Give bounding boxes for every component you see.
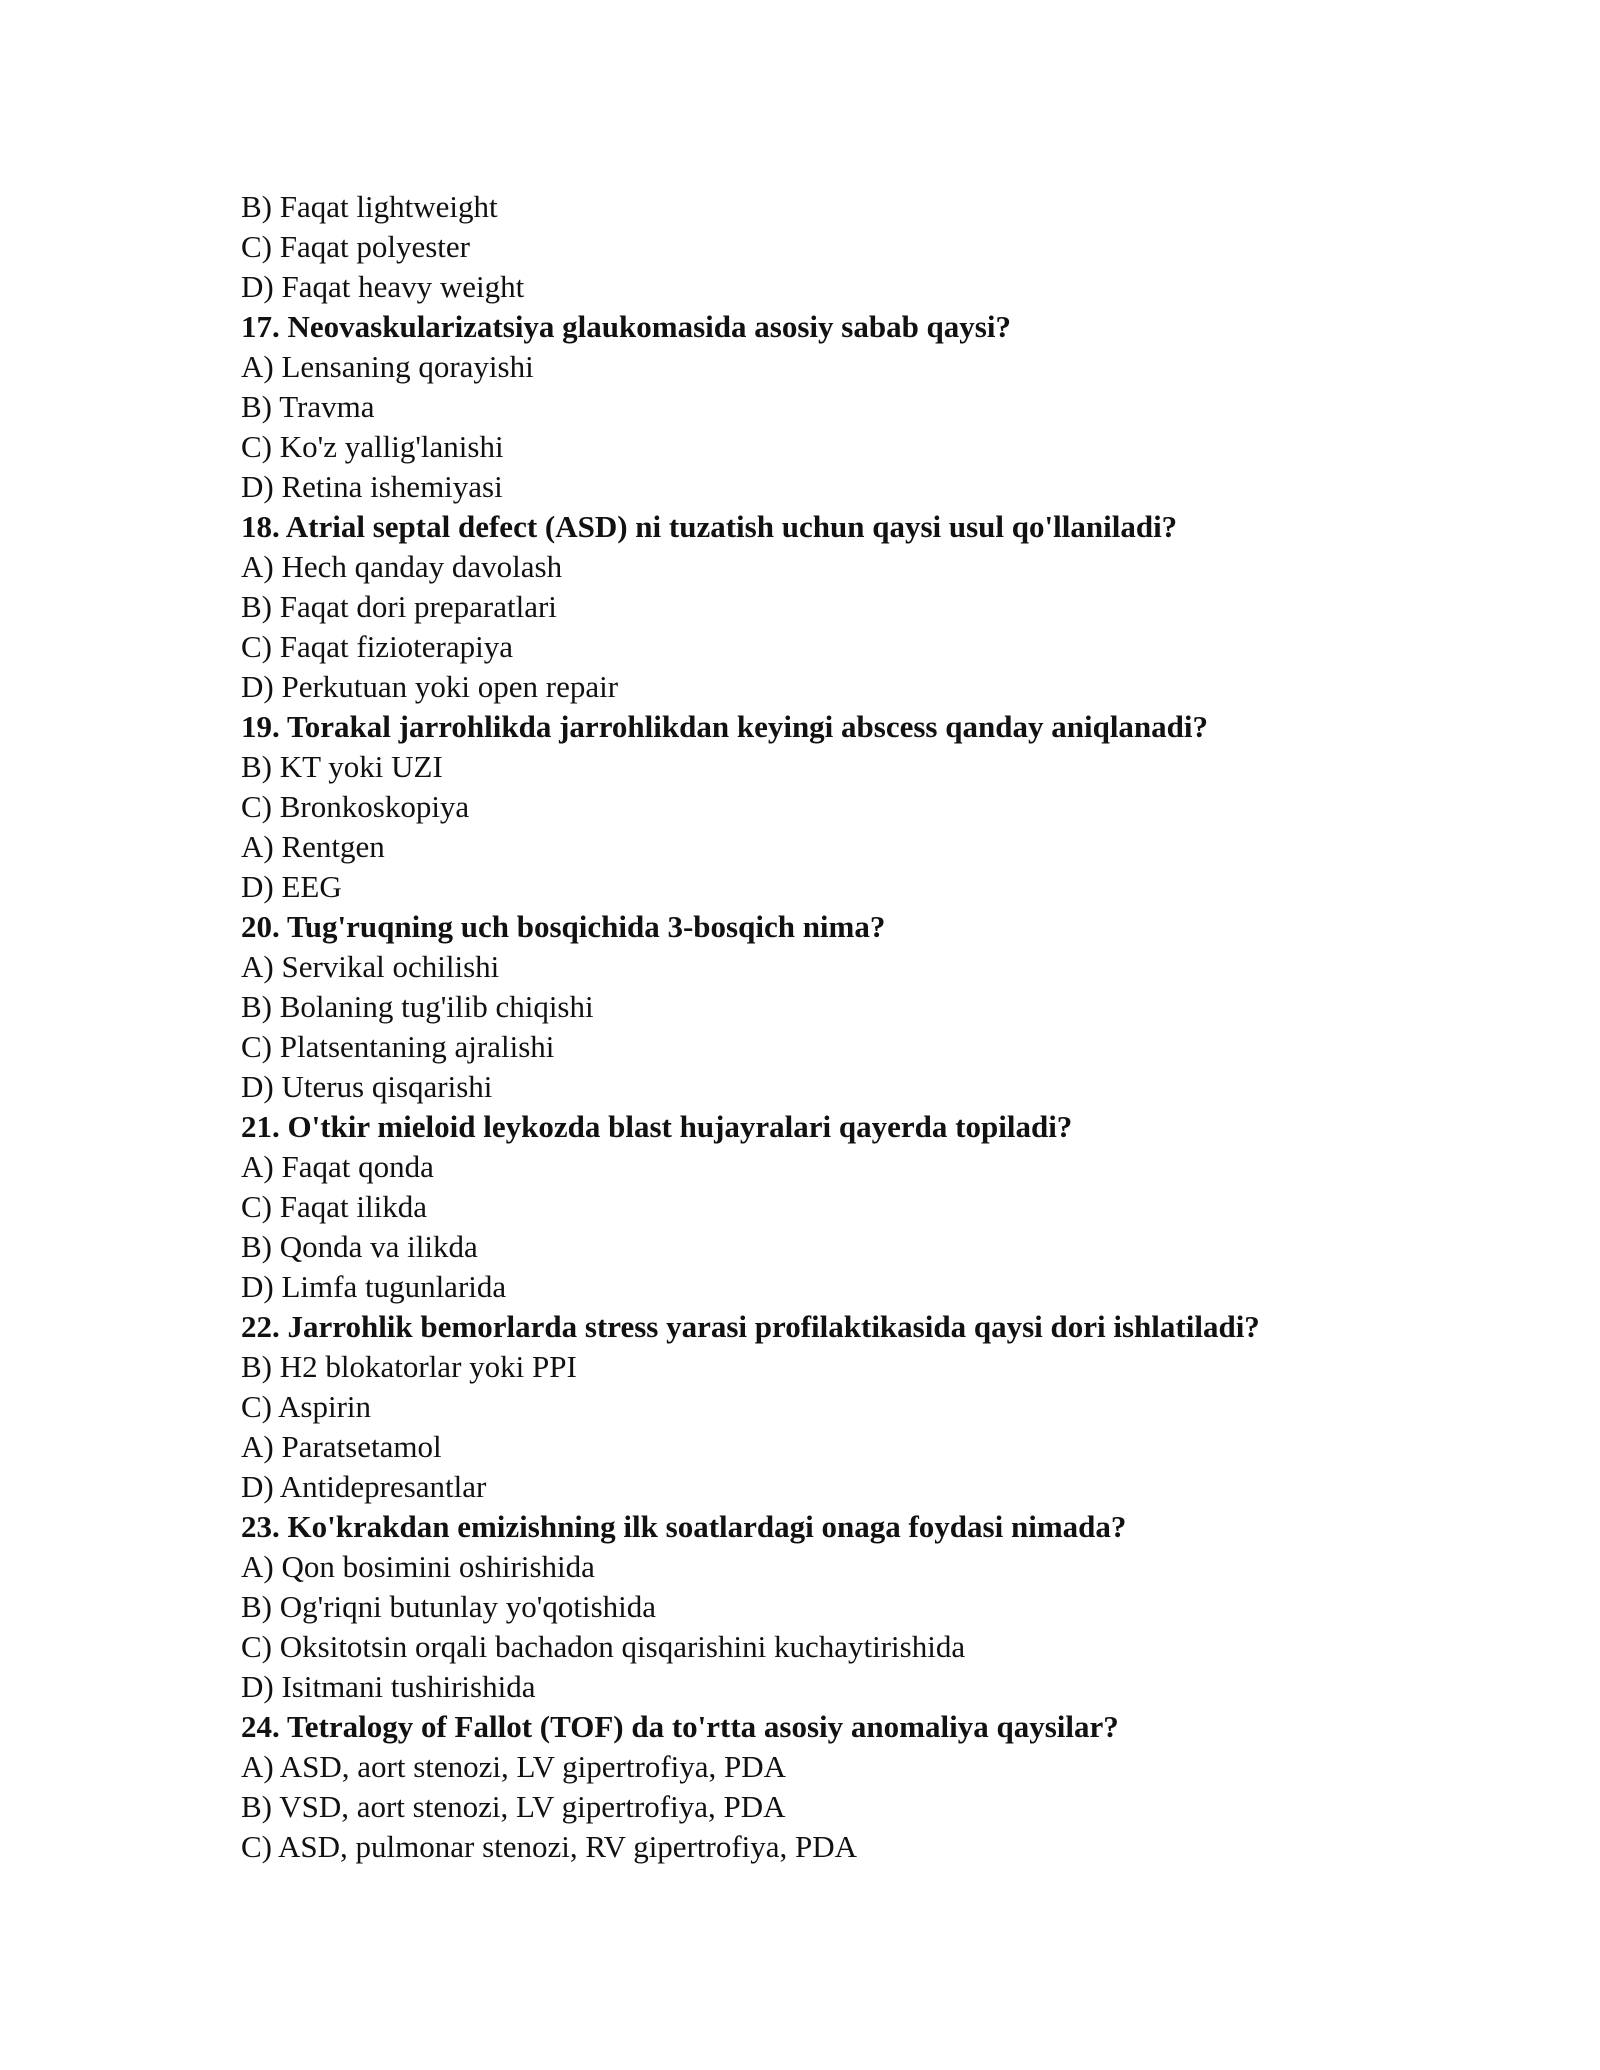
question-heading: 22. Jarrohlik bemorlarda stress yarasi profilaktikasida qaysi dori ishlatiladi? [241, 1309, 1260, 1344]
question-heading: 19. Torakal jarrohlikda jarrohlikdan keyingi abscess qanday aniqlanadi? [241, 709, 1209, 744]
answer-option: A) Qon bosimini oshirishida [241, 1549, 595, 1584]
answer-option: A) Paratsetamol [241, 1429, 442, 1464]
answer-option: A) Rentgen [241, 829, 385, 864]
answer-option: B) VSD, aort stenozi, LV gipertrofiya, PDA [241, 1789, 786, 1824]
answer-option: D) Perkutuan yoki open repair [241, 669, 619, 704]
answer-option: C) Faqat ilikda [241, 1189, 427, 1224]
answer-option: C) Oksitotsin orqali bachadon qisqarishini kuchaytirishida [241, 1629, 966, 1664]
answer-option: C) Bronkoskopiya [241, 789, 470, 824]
answer-option: B) Og'riqni butunlay yo'qotishida [241, 1589, 657, 1624]
answer-option: A) Faqat qonda [241, 1149, 434, 1184]
question-heading: 20. Tug'ruqning uch bosqichida 3-bosqich nima? [241, 909, 886, 944]
question-heading: 17. Neovaskularizatsiya glaukomasida asosiy sabab qaysi? [241, 309, 1011, 344]
answer-option: C) ASD, pulmonar stenozi, RV gipertrofiya, PDA [241, 1829, 858, 1864]
question-heading: 18. Atrial septal defect (ASD) ni tuzatish uchun qaysi usul qo'llaniladi? [241, 509, 1178, 544]
answer-option: D) Isitmani tushirishida [241, 1669, 536, 1704]
answer-option: A) Lensaning qorayishi [241, 349, 534, 384]
answer-option: D) Antidepresantlar [241, 1469, 487, 1504]
answer-option: B) H2 blokatorlar yoki PPI [241, 1349, 577, 1384]
answer-option: A) Servikal ochilishi [241, 949, 500, 984]
answer-option: A) ASD, aort stenozi, LV gipertrofiya, PDA [241, 1749, 787, 1784]
answer-option: B) KT yoki UZI [241, 749, 443, 784]
answer-option: D) Limfa tugunlarida [241, 1269, 507, 1304]
answer-option: C) Faqat fizioterapiya [241, 629, 514, 664]
answer-option: C) Platsentaning ajralishi [241, 1029, 555, 1064]
document-body [241, 187, 1441, 1867]
answer-option: C) Faqat polyester [241, 229, 471, 264]
question-heading: 23. Ko'krakdan emizishning ilk soatlardagi onaga foydasi nimada? [241, 1509, 1127, 1544]
answer-option: A) Hech qanday davolash [241, 549, 563, 584]
question-heading: 21. O'tkir mieloid leykozda blast hujayralari qayerda topiladi? [241, 1109, 1073, 1144]
answer-option: B) Faqat lightweight [241, 189, 498, 224]
answer-option: C) Ko'z yallig'lanishi [241, 429, 504, 464]
answer-option: D) EEG [241, 869, 342, 904]
answer-option: B) Travma [241, 389, 375, 424]
answer-option: B) Bolaning tug'ilib chiqishi [241, 989, 594, 1024]
answer-option: B) Faqat dori preparatlari [241, 589, 557, 624]
answer-option: D) Retina ishemiyasi [241, 469, 503, 504]
question-heading: 24. Tetralogy of Fallot (TOF) da to'rtta asosiy anomaliya qaysilar? [241, 1709, 1119, 1744]
answer-option: D) Faqat heavy weight [241, 269, 525, 304]
answer-option: D) Uterus qisqarishi [241, 1069, 493, 1104]
answer-option: B) Qonda va ilikda [241, 1229, 478, 1264]
answer-option: C) Aspirin [241, 1389, 372, 1424]
